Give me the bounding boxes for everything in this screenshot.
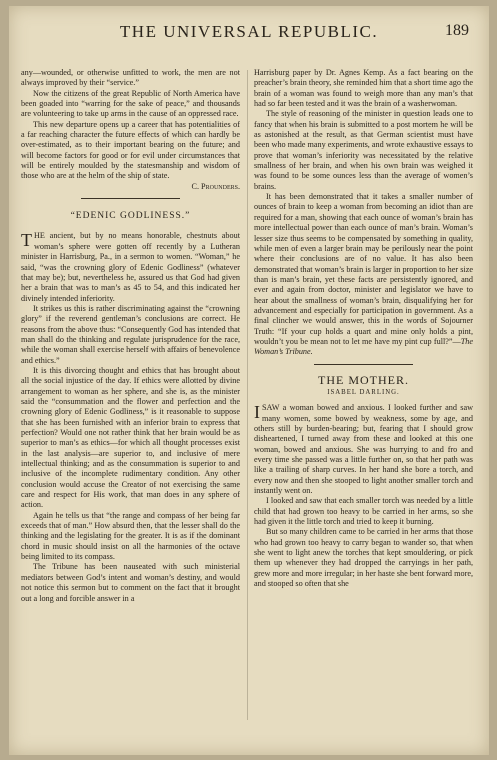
paragraph: Again he tells us that “the range and compass of her being far exceeds that of man.” How absurd then, that the lesser shall do the thinking and the legislating for the greater. It is as if the dominant chord in music should insist on all the harmonies of the octave being limited to its compass.: [21, 510, 240, 562]
section-rule: [81, 198, 180, 199]
magazine-page: [9, 6, 489, 755]
drop-cap: I: [254, 402, 260, 423]
paragraph-text: SAW a woman bowed and anxious. I looked further and saw many women, some bowed by weakness, some by age, and others still by burden-bearing; but, fearing that I should grow disheartened, I turned away from these and looked at this one woman, bowed and anxious. She was hurrying to and fro and every time she passed was a little further on, so that her path was like a trailing of sharp curves. In her hand she bore a torch, and every now and then she stooped to light another smaller torch and instantly went on.: [254, 403, 473, 496]
paragraph: This new departure opens up a career that has potentialities of a far reaching character the future effects of which can hardly be over-estimated, as to their important bearing on the future; and will become factors for good or for evil under circumstances that will be entirely moulded by the statesmanship and wisdom of those who are at the helm of the ship of state.: [21, 119, 240, 181]
paragraph: It is this divorcing thought and ethics that has brought about all the social injustice of the day. If ethics were allotted by divine arrangement to woman as her sphere, and she is, as the minister said the “consummation and the flower and perfection and the crowning glory of Edenic Godliness,” is it reasonable to suppose that she has been furnished with an inferior brain to express that perfection? Would one not rather think that her brain would be as superior to man’s as ethics—for which all thought processes exist in the last analysis—are superior to, and inclusive of mere intellectual thinking; and as the consummation is superior to and inclusive of the incomplete rudimentary condition. Any other conclusion would accuse the Creator of not exercising the same care and respect for His work, that man does in any sphere of action.: [21, 365, 240, 510]
running-title: THE UNIVERSAL REPUBLIC.: [119, 22, 379, 41]
paragraph: [254, 192, 473, 358]
drop-cap: T: [21, 230, 32, 251]
paragraph: The Tribune has been nauseated with such ministerial mediators between God’s intent and woman’s destiny, and would not notice this sermon but to comment on the fact that it brought out a long and forcible answer in a: [21, 562, 240, 603]
paragraph-text: HE ancient, but by no means honorable, chestnuts about woman’s sphere were gotten off recently by a Lutheran minister in Harrisburg, Pa., in a sermon to women. “Woman,” he said, “was the crowning glory of Edenic Godliness” (whatever that may be); but, nevertheless he, assured us that God had given her a brain that was to man’s as 45 to 54, and this indicated her divinely intended inferiority.: [21, 231, 240, 303]
paragraph-text: It has been demonstrated that it takes a smaller number of ounces of brain to keep a woman from becoming an idiot than are required for a man, showing that each ounce of woman’s brain has more intellectual power than each ounce of man’s brain. Woman’s lesser size thus seems to be compensated by something in quality, while men of even a larger brain may be perilously near the point where their conclusions are of no value. It has also been demonstrated that woman’s brain is larger in proportion to her size than is man’s brain, yet these facts are persistently ignored, and ever and again from doctor, minister and legislator we have to hear about the smallness of woman’s brain, disqualifying her for advancement and especially for participation in government. As a final clincher we would answer, this in the words of Sojourner Truth: “If your cup holds a quart and mine only holds a pint, wouldn’t you be mean not to let me have my pint cup full?”—: [254, 192, 473, 346]
section-title: “EDENIC GODLINESS.”: [70, 211, 191, 222]
paragraph: Now the citizens of the great Republic of North America have been goaded into “warring for the sake of peace,” and thousands are volunteering to take up arms in the cause of an oppressed race.: [21, 88, 240, 119]
paragraph: The style of reasoning of the minister in question leads one to fancy that when his brain is submitted to a post mortem he will be as astonished at the result, as that German scientist must have been who made many experiments, and wrote exhaustive essays to prove that woman’s inferiority was necessitated by the relative smallness of her brain, and when his own brain was weighed it was found to be some ounces less than the average of women’s brains.: [254, 109, 473, 191]
paragraph: Harrisburg paper by Dr. Agnes Kemp. As a fact bearing on the preacher’s brain theory, she reminded him that a short time ago the brain of a woman was found to weigh more than any man’s that had so far been tested and it was the brain of a washerwoman.: [254, 68, 473, 109]
page-header: [23, 22, 475, 50]
paragraph: It strikes us this is rather discriminating against the “crowning glory” if the reverend gentleman’s conclusions are correct. He reasons from the above thus: “Consequently God has intended that man shall do the thinking and regulate jurisprudence for the race, while the woman shall exercise herself with affairs of benevolence and ethics.”: [21, 303, 240, 365]
section-title: THE MOTHER.: [318, 372, 409, 387]
left-column: [21, 68, 240, 604]
source-credit: The Woman’s Tribune.: [254, 336, 473, 357]
paragraph: I looked and saw that each smaller torch was needed by a little child that had grown too heavy to be carried in her arms, so she had given it the little torch and tried to keep it burning.: [254, 496, 473, 527]
column-divider: [247, 70, 248, 720]
section-rule: [314, 364, 413, 365]
right-column: [254, 68, 473, 590]
paragraph: But so many children came to be carried in her arms that those who had grown too heavy to carry began to wander so, that when she went to light anew the torches that kept smouldering, or pick them up whenever they had dropped the carryings in her path, grew more and more irregular; in her haste she bent forward more, and stooped so often that she: [254, 527, 473, 589]
author-signature: C. Prounders.: [191, 181, 240, 191]
page-number: 189: [445, 22, 469, 39]
author-byline: ISABEL DARLING.: [327, 388, 400, 396]
paragraph: [21, 231, 240, 303]
paragraph: any—wounded, or otherwise unfitted to work, the men are not always improved by their “service.”: [21, 68, 240, 88]
paragraph: [254, 403, 473, 496]
